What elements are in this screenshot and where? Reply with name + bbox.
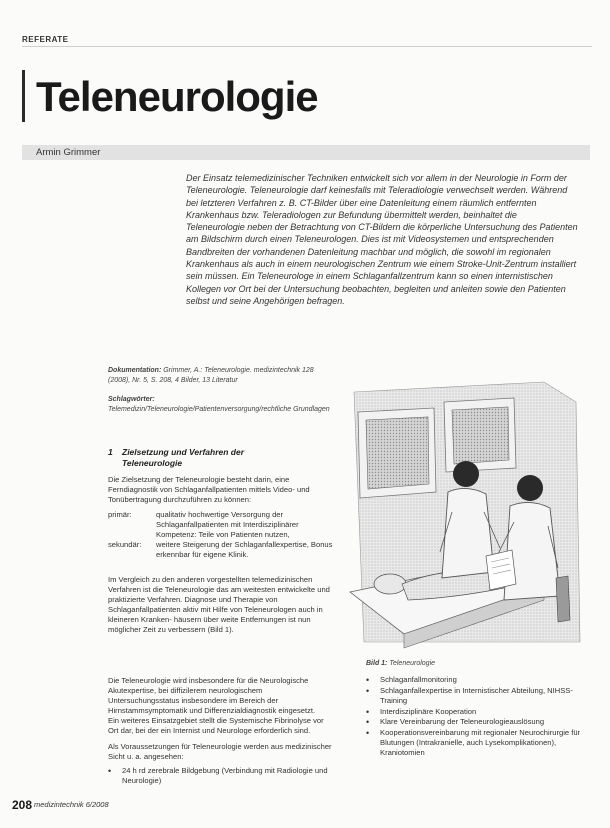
article-title: Teleneurologie xyxy=(36,73,318,120)
section-title-line2: Teleneurologie xyxy=(122,457,183,468)
abstract: Der Einsatz telemedizinischer Techniken entwickelt sich vor allem in der Neurologie in Form der Teleneurologie. Teleneurologie darf keinesfalls mit Teleradiologie verwechselt werden. Während bei letzteren Verfahren z. B. CT-Bilder über eine Datenleitung einem räumlich entfernten Krankenhaus bzw. Teleradiologen zur Befundung übermittelt werden, beinhaltet die Teleneurologie neben der Betrachtung von CT-Bildern die körperliche Untersuchung des Patienten am Bildschirm durch einen Teleneurologen. Dies ist mit Videosystemen und entsprechenden Bandbreiten der vorhandenen Datenleitung machbar und möglich, die sowohl im regionalen Krankenhaus als auch in einem neurologischen Zentrum wie einem Stroke-Unit-Zentrum installiert sein müssen. Ein Teleneurologe in einem Schlaganfallzentrum kann so einen internistischen Kollegen vor Ort bei der Untersuchung beobachten, begleiten und anleiten sowie den Patienten selbst und seine Angehörigen befragen. xyxy=(186,173,578,306)
list-item-text: Schlaganfallexpertise in Internistischer Abteilung, NIHSS-Training xyxy=(380,685,573,705)
definition-term: sekundär: xyxy=(108,540,142,550)
bullet-icon: • xyxy=(366,685,370,696)
list-item xyxy=(366,707,588,717)
teleneurology-illustration xyxy=(344,372,584,652)
section-number: 1 xyxy=(108,447,113,457)
section-heading xyxy=(108,447,338,468)
bullet-icon: • xyxy=(366,728,370,739)
figure-caption-text: Teleneurologie xyxy=(389,660,436,667)
paragraph-usage-a: Die Teleneurologie wird insbesondere für die Neurologische Akutexpertise, bei diffizilerem neurologischem Untersuchungsstatus insbesondere im Bereich der Hirnstammsymptomatik und Differenzialdiagnostik eingesetzt. xyxy=(108,676,316,716)
definition-desc: qualitativ hochwertige Versorgung der Schlaganfallpatienten mit Interdisziplinärer Kompetenz: Teile von Patienten nutzen, xyxy=(156,510,299,540)
definition-desc: weitere Steigerung der Schlaganfallexpertise, Bonus erkennbar für eigene Klinik. xyxy=(156,540,333,560)
documentation-label: Dokumentation: xyxy=(108,367,162,374)
keywords-text: Telemedizin/Teleneurologie/Patientenversorgung/rechtliche Grundlagen xyxy=(108,405,330,413)
paragraph-usage-b: Ein weiteres Einsatzgebiet stellt die Systemische Fibrinolyse vor Ort dar, bei der ein Internist und Neurologe erforderlich sind. xyxy=(108,716,324,736)
list-item xyxy=(366,728,588,759)
list-item-text: Klare Vereinbarung der Teleneurologieauslösung xyxy=(380,717,545,727)
paragraph-intro: Die Zielsetzung der Teleneurologie besteht darin, eine Ferndiagnostik von Schlaganfallpatienten mittels Video- und Tonübertragung durchzuführen zu können: xyxy=(108,475,310,505)
bullet-icon: • xyxy=(366,717,370,728)
section-kicker: REFERATE xyxy=(22,35,69,44)
journal-name: medizintechnik 6/2008 xyxy=(34,800,109,809)
keywords-label: Schlagwörter: xyxy=(108,396,155,403)
kicker-divider xyxy=(22,46,592,47)
documentation-text: Grimmer, A.: Teleneurologie. medizintechnik 128 (2008), Nr. 5, S. 208, 4 Bilder, 13 Literatur xyxy=(108,367,314,384)
requirements-list xyxy=(366,675,588,759)
bullet-icon: • xyxy=(108,766,112,776)
definition-row xyxy=(108,540,334,560)
list-item xyxy=(108,766,334,786)
list-item xyxy=(366,686,588,706)
keywords-note xyxy=(108,395,333,414)
definition-list xyxy=(108,510,334,560)
figure-illustration xyxy=(344,372,584,652)
list-item xyxy=(366,675,588,685)
bullet-icon: • xyxy=(366,706,370,717)
page-number: 208 xyxy=(12,798,33,812)
section-title-line1: Zielsetzung und Verfahren der xyxy=(122,447,245,457)
paragraph-requirements: Als Voraussetzungen für Teleneurologie werden aus medizinischer Sicht u. a. angesehen: xyxy=(108,742,332,762)
list-item-text: 24 h rd zerebrale Bildgebung (Verbindung mit Radiologie und Neurologie) xyxy=(122,766,328,786)
definition-row xyxy=(108,510,334,540)
list-item xyxy=(366,717,588,727)
list-item-text: Kooperationsvereinbarung mit regionaler Neurochirurgie für Blutungen (Intrakranielle, auch Lysekomplikationen), Kraniotomien xyxy=(380,728,581,758)
list-item-text: Interdisziplinäre Kooperation xyxy=(380,706,477,716)
paragraph-comparison: Im Vergleich zu den anderen vorgestellten telemedizinischen Verfahren ist die Teleneurologie das am weitesten entwickelte und praktizierte Verfahren. Diagnose und Therapie von Schlaganfallpatienten aktiv mit Hilfe von Teleneurologen auch in kleineren Kranken- häusern über weite Entfernungen ist nun möglicher Zeit zu verbessern (Bild 1). xyxy=(108,575,330,635)
documentation-note xyxy=(108,366,333,385)
author-name: Armin Grimmer xyxy=(36,147,101,158)
figure-caption xyxy=(366,660,435,667)
paragraph-usage xyxy=(108,676,334,737)
list-item-text: Schlaganfallmonitoring xyxy=(380,675,457,684)
title-accent-bar xyxy=(22,70,25,122)
definition-term: primär: xyxy=(108,510,132,519)
figure-caption-label: Bild 1: xyxy=(366,660,388,667)
bullet-icon: • xyxy=(366,675,370,685)
author-band xyxy=(22,145,590,160)
